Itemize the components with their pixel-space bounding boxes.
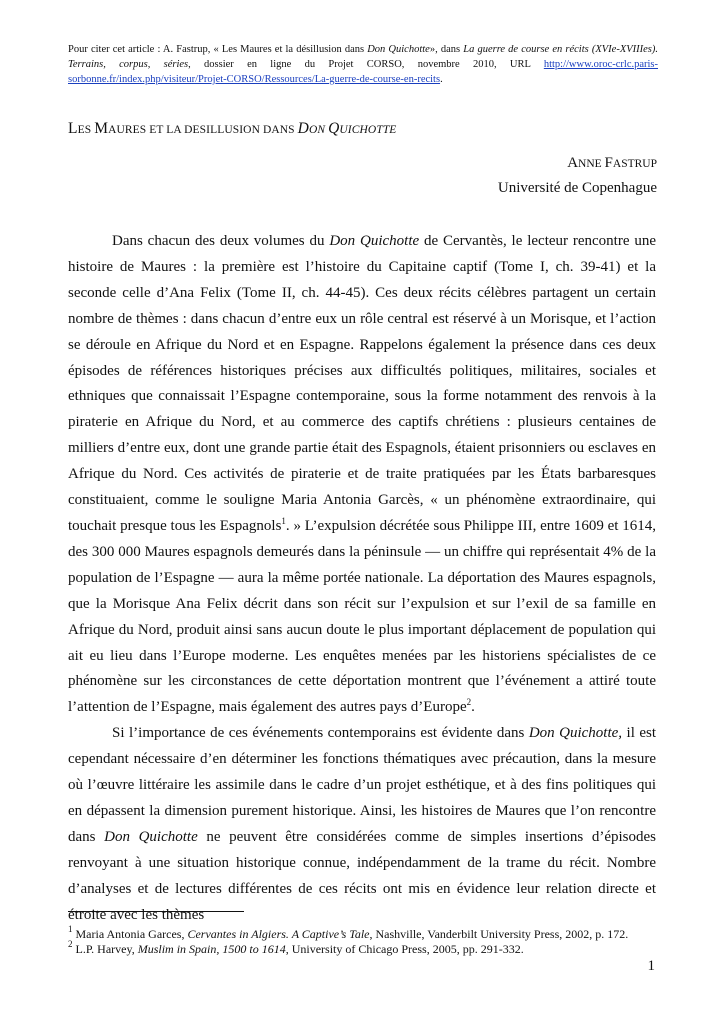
page-number: 1 bbox=[647, 958, 655, 974]
citation-text: . bbox=[440, 74, 443, 85]
footnote-2: $^2$ L.P. Harvey, Muslim in Spain, 1500 to 1614, University of Chicago Press, 2005, pp. 291-332. bbox=[68, 939, 524, 956]
article-body bbox=[68, 229, 656, 928]
footnote-ref-1[interactable]: 1 bbox=[281, 515, 286, 526]
paragraph-2: Si l’importance de ces événements contemporains est évidente dans Don Quichotte, il est cependant nécessaire d’en déterminer les fonctions thématiques avec précaution, dans la mesure où l’œuvre littéraire les assimile dans le cadre d’un projet esthétique, et à des fins politiques qui en dépassent la dimension purement historique. Ainsi, les histoires de Maures que l’on rencontre dans Don Quichotte ne peuvent être considérées comme de simples insertions d’épisodes renvoyant à une situation historique connue, indépendamment de la trame du récit. Nombre d’analyses et de lectures différentes de ces récits ont mis en évidence leur relation directe et étroite avec les thèmes bbox=[68, 725, 657, 923]
citation-text: , dossier en ligne du Projet CORSO, novembre 2010, URL bbox=[188, 59, 544, 70]
author-name: ANNE FASTRUP bbox=[567, 155, 657, 171]
footnote-ref-2[interactable]: 2 bbox=[466, 697, 472, 708]
citation-text: Pour citer cet article : A. Fastrup, « Les Maures et la désillusion dans bbox=[68, 44, 368, 55]
citation-work-title: Don Quichotte bbox=[367, 44, 430, 55]
citation-text: », dans bbox=[429, 44, 464, 55]
citation-book-title: La guerre de course en récits (XVIe-XVIIIes). Terrains, corpus, séries bbox=[68, 44, 658, 70]
article-title: LES MAURES ET LA DESILLUSION DANS DON QUICHOTTE bbox=[68, 120, 397, 137]
citation-url-link[interactable]: http://www.oroc-crlc.paris-sorbonne.fr/index.php/visiteur/Projet-CORSO/Ressources/La-guerre-de-course-en-recits bbox=[68, 59, 659, 85]
citation-note bbox=[68, 42, 658, 87]
footnote-separator bbox=[68, 911, 244, 912]
author-affiliation: Université de Copenhague bbox=[497, 180, 657, 196]
footnote-1: $^1$ Maria Antonia Garces, Cervantes in Algiers. A Captive’s Tale, Nashville, Vanderbilt University Press, 2002, p. 172. bbox=[68, 924, 629, 941]
paragraph-1: Dans chacun des deux volumes du Don Quichotte de Cervantès, le lecteur rencontre une histoire de Maures : la première est l’histoire du Capitaine captif (Tome I, ch. 39-41) et la seconde celle d’Ana Felix (Tome II, ch. 44-45). Ces deux récits célèbres partagent un certain nombre de thèmes : dans chacun d’entre eux un rôle central est réservé à un Morisque, et l’action se déroule en Afrique du Nord et en Espagne. Rappelons également la présence dans ces deux épisodes de références historiques précises aux difficultés politiques, militaires, sociales et ethniques que connaissait l’Espagne contemporaine, sous la forme notamment des renvois à la piraterie en Afrique du Nord, et au commerce des captifs chrétiens : plusieurs centaines de milliers d’entre eux, dont une grande partie était des Espagnols, étaient prisonniers ou esclaves en Afrique du Nord. Ces activités de piraterie et de traite pratiquées par les États barbaresques constituaient, comme le souligne Maria Antonia Garcès, « un phénomène extraordinaire, qui touchait presque tous les Espagnols$^1$. » L’expulsion décrétée sous Philippe III, entre 1609 et 1614, des 300 000 Maures espagnols demeurés dans la péninsule — un chiffre qui représentait 4% de la population de l’Espagne — aura la même portée nationale. La déportation des Maures espagnols, que la Morisque Ana Felix décrit dans son récit sur l’expulsion et sur l’exil de sa famille en Afrique du Nord, produit ainsi sans aucun doute le plus important déplacement de population qui ait eu lieu dans l’Europe moderne. Les enquêtes menées par les historiens spécialistes de ce phénomène sur les circonstances de cette déportation montrent que l’événement a attiré toute l’attention de l’Espagne, mais également des autres pays d’Europe$^2$. bbox=[68, 233, 657, 716]
